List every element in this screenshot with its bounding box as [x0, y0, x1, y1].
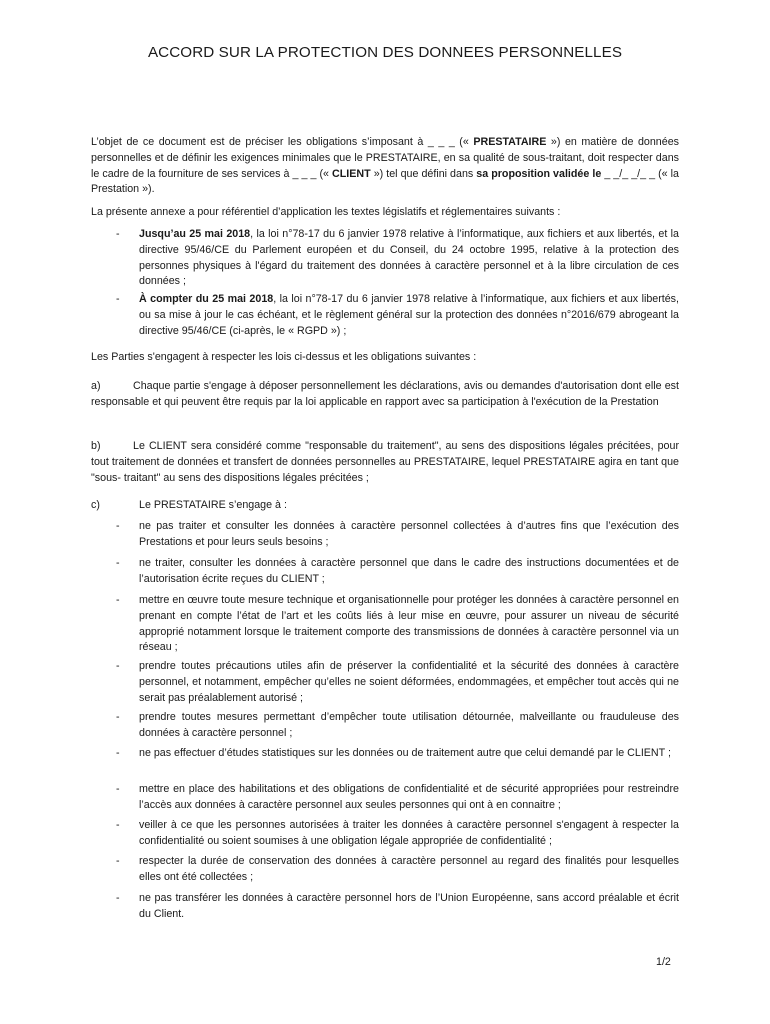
ref-item-1-bold: Jusqu’au 25 mai 2018: [139, 228, 251, 240]
ref-item-2-bold: À compter du 25 mai 2018: [139, 293, 274, 305]
intro-proposition: sa proposition validée le: [476, 167, 602, 180]
ref-dash-2: -: [116, 293, 120, 305]
ref-item-2-text: , la loi n°78-17 du 6 janvier 1978 relative à l’informatique, aux fichiers et aux libertés, ou sa mise à jour le cas échéant, et le règlement général sur la protection des données n°2016/679 abrogeant la directive 95/46/CE (ci-après, le « RGPD ») ;: [139, 293, 679, 337]
para-b-text: Le CLIENT sera considéré comme "responsable du traitement", au sens des dispositions légales précitées, pour tout traitement de données et transfert de données personnelles au PRESTATAIRE, lequel PRESTATAIRE agira en tant que "sous- traitant" au sens des dispositions légales précitées ;: [91, 440, 679, 484]
para-a-label: a): [91, 380, 101, 392]
obligation-dash: -: [116, 819, 120, 831]
obligation-dash: -: [116, 747, 120, 759]
para-c-label: c): [91, 499, 100, 511]
intro-text-c: ») tel que défini dans: [370, 167, 477, 180]
obligation-dash: -: [116, 711, 120, 723]
obligation-dash: -: [116, 892, 120, 904]
parties-statement: Les Parties s'engagent à respecter les lois ci-dessus et les obligations suivantes :: [91, 351, 477, 363]
obligation-item-2: ne traiter, consulter les données à caractère personnel que dans le cadre des instructions documentées et de l’autorisation écrite reçues du CLIENT ;: [139, 557, 679, 585]
ref-dash-1: -: [116, 228, 120, 240]
reference-intro: La présente annexe a pour référentiel d’application les textes législatifs et réglementaires suivants :: [91, 206, 561, 218]
obligation-item-7: mettre en place des habilitations et des obligations de confidentialité et de sécurité appropriées pour restreindre l’accès aux données à caractère personnel aux seules personnes qui ont à en connaitre ;: [139, 783, 679, 811]
obligation-dash: -: [116, 855, 120, 867]
ref-item-1-text: , la loi n°78-17 du 6 janvier 1978 relative à l’informatique, aux fichiers et aux libertés, et la directive 95/46/CE du Parlement européen et du Conseil, du 24 octobre 1995, relative à la protection des personnes physiques à l'égard du traitement des données à caractère personnel et à la libre circulation de ces données ;: [139, 228, 679, 288]
obligation-item-3: mettre en œuvre toute mesure technique et organisationnelle pour protéger les données à caractère personnel en prenant en compte l’état de l’art et les coûts liés à leur mise en œuvre, pour assurer un niveau de sécurité approprié notamment lorsque le traitement comporte des transmissions de données à caractère personnel via un réseau ;: [139, 594, 679, 654]
intro-prestataire: PRESTATAIRE: [473, 136, 547, 148]
ref-item-2: [139, 292, 679, 339]
intro-client: CLIENT: [332, 167, 371, 180]
obligation-item-10: ne pas transférer les données à caractère personnel hors de l’Union Européenne, sans accord préalable et écrit du Client.: [139, 892, 679, 920]
obligation-item-9: respecter la durée de conservation des données à caractère personnel au regard des finalités pour lesquelles elles ont été collectées ;: [139, 855, 679, 883]
ref-item-1: [139, 227, 679, 290]
obligation-dash: -: [116, 520, 120, 532]
intro-paragraph: [91, 135, 679, 198]
obligation-dash: -: [116, 783, 120, 795]
obligation-item-6: ne pas effectuer d’études statistiques sur les données ou de traitement autre que celui demandé par le CLIENT ;: [139, 747, 671, 759]
document-title: ACCORD SUR LA PROTECTION DES DONNEES PERSONNELLES: [147, 44, 623, 61]
para-a-text: Chaque partie s'engage à déposer personnellement les déclarations, avis ou demandes d'autorisation dont elle est responsable et qui peuvent être requis par la loi applicable en rapport avec sa participation à l'exécution de la Prestation: [91, 380, 679, 408]
intro-text-d: _ _/_ _/_ _ (« la Prestation »).: [91, 167, 679, 196]
obligation-dash: -: [116, 660, 120, 672]
obligation-item-8: veiller à ce que les personnes autorisées à traiter les données à caractère personnel s'engagent à respecter la confidentialité ou soient soumises à une obligation légale appropriée de confidentialité ;: [139, 819, 679, 847]
obligation-item-5: prendre toutes mesures permettant d’empêcher toute utilisation détournée, malveillante ou frauduleuse des données à caractère personnel ;: [139, 711, 679, 739]
obligation-dash: -: [116, 557, 120, 569]
intro-text-a: L’objet de ce document est de préciser les obligations s’imposant à _ _ _ («: [91, 136, 474, 148]
page-number: 1/2: [656, 956, 671, 968]
obligation-dash: -: [116, 594, 120, 606]
intro-text-b: ») en matière de données personnelles et de définir les exigences minimales que le PRESTATAIRE, en sa qualité de sous-traitant, doit respecter dans le cadre de la fourniture de ses services à _ _ _ («: [91, 136, 679, 180]
obligation-item-4: prendre toutes précautions utiles afin de préserver la confidentialité et la sécurité des données à caractère personnel, et notamment, empêcher qu’elles ne soient déformées, endommagées, et empêcher tout accès qui ne serait pas préalablement autorisé ;: [139, 660, 679, 704]
para-c-intro: Le PRESTATAIRE s’engage à :: [139, 499, 287, 511]
obligation-item-1: ne pas traiter et consulter les données à caractère personnel collectées à d’autres fins que l’exécution des Prestations et pour leurs seuls besoins ;: [139, 520, 679, 548]
para-b-label: b): [91, 440, 101, 452]
